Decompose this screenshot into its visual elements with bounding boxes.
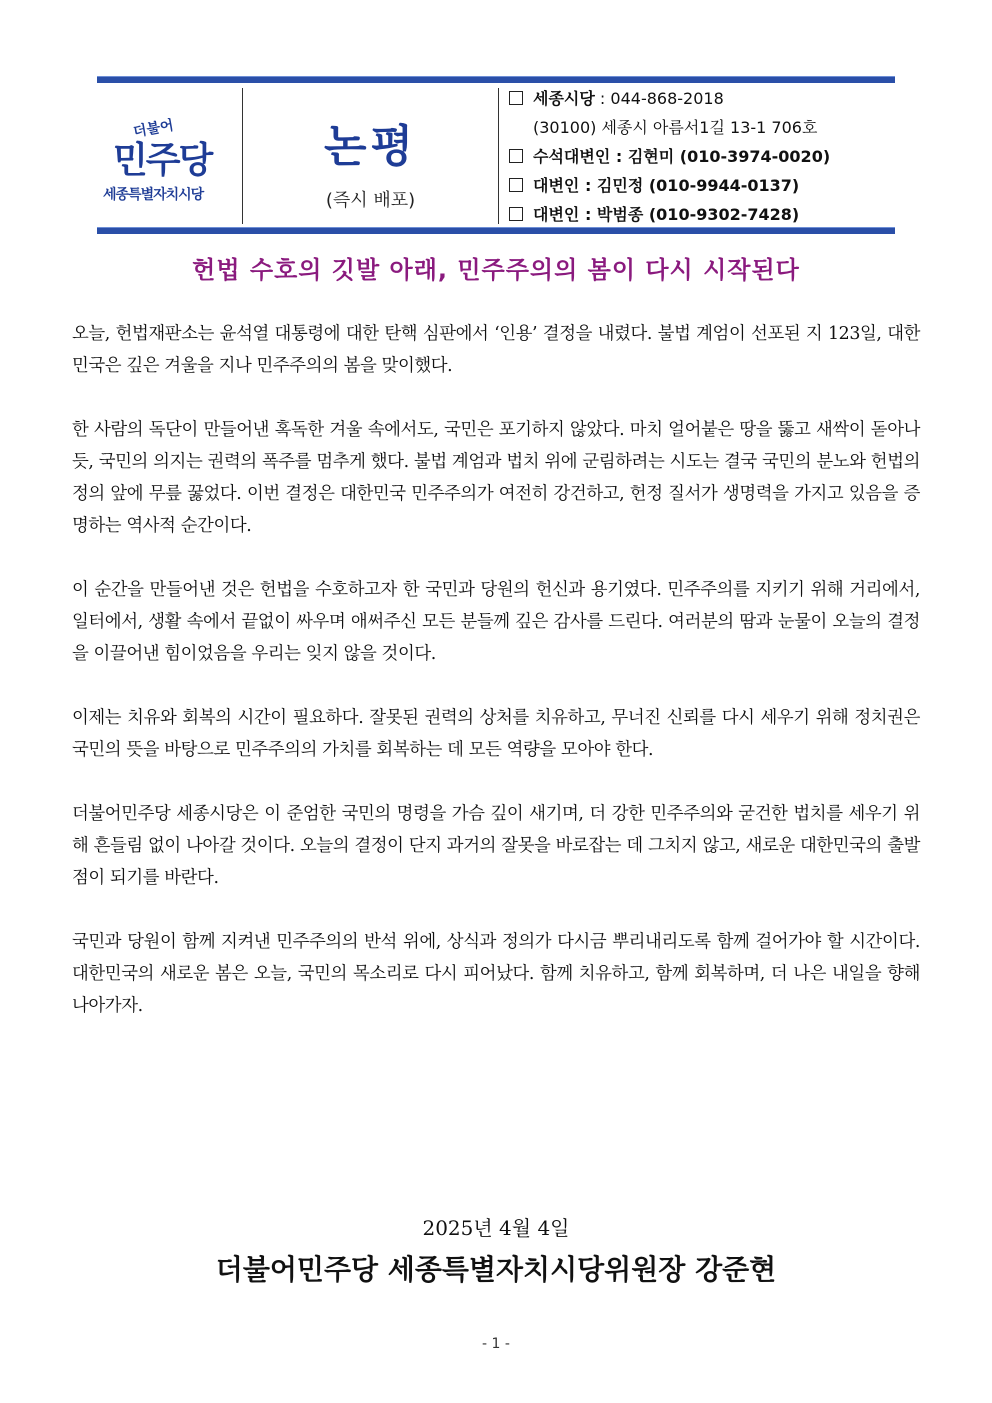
document-type-box	[243, 88, 499, 224]
checkbox-icon	[509, 207, 523, 221]
body-paragraph: 더불어민주당 세종시당은 이 준엄한 국민의 명령을 가슴 깊이 새기며, 더 강한 민주주의와 굳건한 법치를 세우기 위해 흔들림 없이 나아갈 것이다. 오늘의 결정이 단지 과거의 잘못을 바로잡는 데 그치지 않고, 새로운 대한민국의 출발점이 되기를 바란다.	[72, 804, 920, 888]
contact-value: : 김민정 (010-9944-0137)	[584, 176, 800, 195]
contact-label: 세종시당	[533, 89, 595, 108]
document-type: 논평	[323, 121, 417, 172]
contact-value: (30100) 세종시 아름서1길 13-1 706호	[533, 118, 818, 137]
document-date: 2025년 4월 4일	[422, 1216, 570, 1240]
contact-label: 대변인	[533, 205, 580, 224]
logo-sub-text: 세종특별자치시당	[103, 187, 204, 203]
party-logo	[97, 88, 243, 224]
logo-small-text: 더불어	[132, 117, 175, 141]
contact-office	[509, 86, 724, 109]
checkbox-icon	[509, 149, 523, 163]
contact-label: 수석대변인	[533, 147, 611, 166]
document-title: 헌법 수호의 깃발 아래, 민주주의의 봄이 다시 시작된다	[192, 256, 800, 284]
page-number: - 1 -	[482, 1336, 510, 1352]
contact-chief-spokesperson	[509, 144, 830, 167]
contact-value: : 김현미 (010-3974-0020)	[615, 147, 831, 166]
body-paragraph: 국민과 당원이 함께 지켜낸 민주주의의 반석 위에, 상식과 정의가 다시금 뿌리내리도록 함께 걸어가야 할 시간이다. 대한민국의 새로운 봄은 오늘, 국민의 목소리로 다시 피어났다. 함께 치유하고, 함께 회복하며, 더 나은 내일을 향해 나아가자.	[72, 932, 920, 1016]
contact-spokesperson-1	[509, 173, 799, 196]
document-body	[72, 318, 920, 1054]
body-paragraph: 이 순간을 만들어낸 것은 헌법을 수호하고자 한 국민과 당원의 헌신과 용기였다. 민주주의를 지키기 위해 거리에서, 일터에서, 생활 속에서 끝없이 싸우며 애써주신 모든 분들께 깊은 감사를 드린다. 여러분의 땀과 눈물이 오늘의 결정을 이끌어낸 힘이었음을 우리는 잊지 않을 것이다.	[72, 580, 920, 664]
release-note: (즉시 배포)	[325, 190, 416, 211]
header-bottom-rule	[97, 227, 895, 234]
checkbox-icon	[509, 91, 523, 105]
logo-main-text: 민주당	[113, 140, 212, 181]
contact-label: 대변인	[533, 176, 580, 195]
contact-address	[533, 115, 817, 138]
header-top-rule	[97, 76, 895, 83]
body-paragraph: 이제는 치유와 회복의 시간이 필요하다. 잘못된 권력의 상처를 치유하고, 무너진 신뢰를 다시 세우기 위해 정치권은 국민의 뜻을 바탕으로 민주주의의 가치를 회복하는 데 모든 역량을 모아야 한다.	[72, 708, 920, 760]
contact-value: : 044-868-2018	[599, 89, 724, 108]
contact-value: : 박범종 (010-9302-7428)	[584, 205, 800, 224]
signature: 더불어민주당 세종특별자치시당위원장 강준현	[215, 1253, 777, 1286]
body-paragraph: 한 사람의 독단이 만들어낸 혹독한 겨울 속에서도, 국민은 포기하지 않았다. 마치 얼어붙은 땅을 뚫고 새싹이 돋아나듯, 국민의 의지는 권력의 폭주를 멈추게 했다. 불법 계엄과 법치 위에 군림하려는 시도는 결국 국민의 분노와 헌법의 정의 앞에 무릎 꿇었다. 이번 결정은 대한민국 민주주의가 여전히 강건하고, 헌정 질서가 생명력을 가지고 있음을 증명하는 역사적 순간이다.	[72, 420, 920, 536]
contact-spokesperson-2	[509, 202, 799, 225]
document-header	[97, 76, 895, 236]
checkbox-icon	[509, 178, 523, 192]
body-paragraph: 오늘, 헌법재판소는 윤석열 대통령에 대한 탄핵 심판에서 ‘인용’ 결정을 내렸다. 불법 계엄이 선포된 지 123일, 대한민국은 깊은 겨울을 지나 민주주의의 봄을 맞이했다.	[72, 324, 920, 376]
